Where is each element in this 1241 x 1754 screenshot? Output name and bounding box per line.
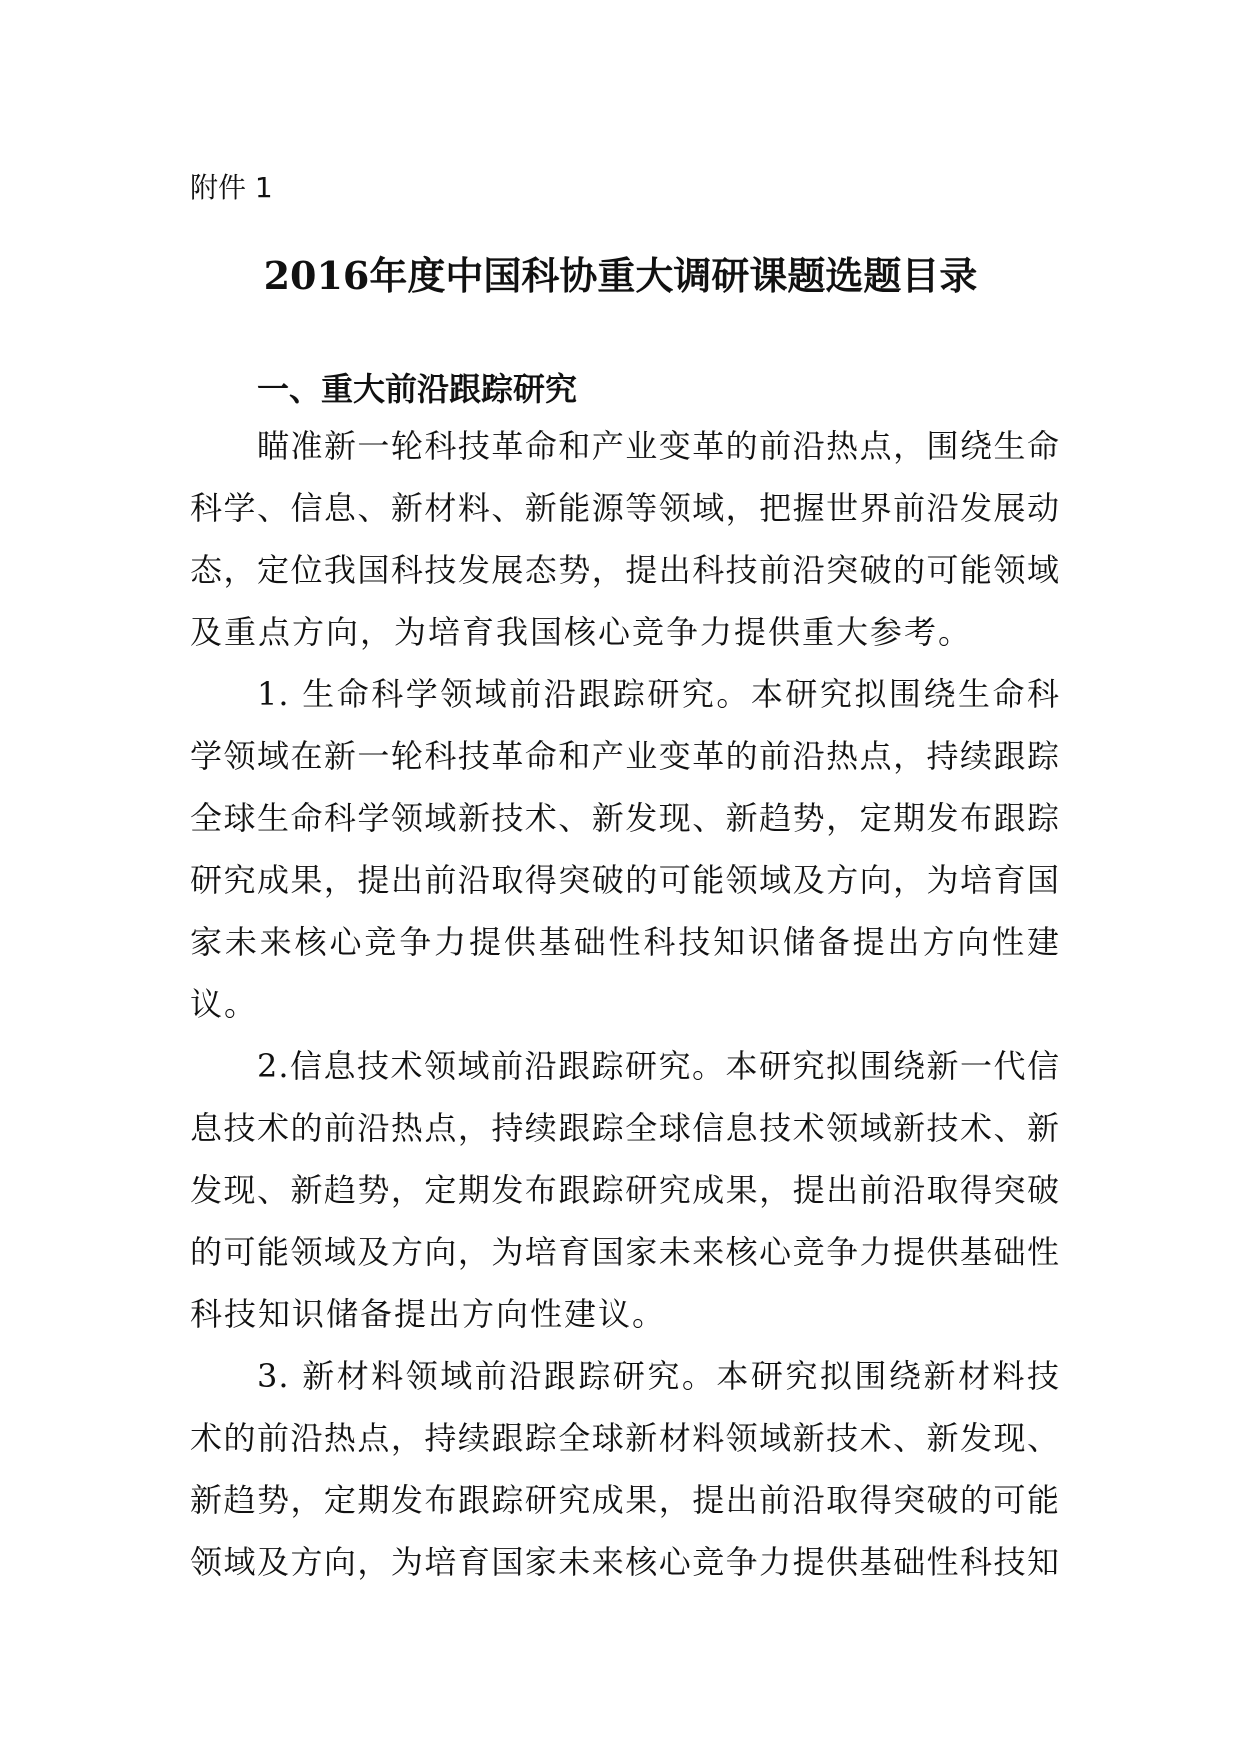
text-line: 学领域在新一轮科技革命和产业变革的前沿热点，持续跟踪 — [190, 737, 1060, 775]
intro-paragraph — [190, 415, 1060, 663]
item-2-paragraph — [190, 1035, 1060, 1345]
text-line: 态，定位我国科技发展态势，提出科技前沿突破的可能领域 — [190, 551, 1060, 589]
text-line: 领域及方向，为培育国家未来核心竞争力提供基础性科技知 — [190, 1543, 1060, 1581]
attachment-label: 附件 1 — [190, 171, 273, 204]
item-3-paragraph — [190, 1345, 1060, 1593]
document-body — [190, 415, 1060, 1593]
text-line: 发现、新趋势，定期发布跟踪研究成果，提出前沿取得突破 — [190, 1171, 1060, 1209]
text-line: 1. 生命科学领域前沿跟踪研究。本研究拟围绕生命科 — [257, 675, 1060, 713]
text-line: 家未来核心竞争力提供基础性科技知识储备提出方向性建 — [190, 923, 1060, 961]
document-title: 2016年度中国科协重大调研课题选题目录 — [263, 253, 978, 298]
section-heading: 一、重大前沿跟踪研究 — [257, 370, 578, 408]
text-line: 的可能领域及方向，为培育国家未来核心竞争力提供基础性 — [190, 1233, 1060, 1271]
text-line: 3. 新材料领域前沿跟踪研究。本研究拟围绕新材料技 — [257, 1357, 1060, 1395]
text-line: 研究成果，提出前沿取得突破的可能领域及方向，为培育国 — [190, 861, 1060, 899]
text-line: 及重点方向，为培育我国核心竞争力提供重大参考。 — [190, 613, 973, 651]
text-line: 全球生命科学领域新技术、新发现、新趋势，定期发布跟踪 — [190, 799, 1060, 837]
item-1-paragraph — [190, 663, 1060, 1035]
text-line: 科技知识储备提出方向性建议。 — [190, 1295, 667, 1333]
text-line: 议。 — [190, 985, 259, 1023]
text-line: 新趋势，定期发布跟踪研究成果，提出前沿取得突破的可能 — [190, 1481, 1060, 1519]
text-line: 科学、信息、新材料、新能源等领域，把握世界前沿发展动 — [190, 489, 1060, 527]
text-line: 2.信息技术领域前沿跟踪研究。本研究拟围绕新一代信 — [257, 1047, 1060, 1085]
text-line: 瞄准新一轮科技革命和产业变革的前沿热点，围绕生命 — [257, 427, 1060, 465]
text-line: 息技术的前沿热点，持续跟踪全球信息技术领域新技术、新 — [190, 1109, 1060, 1147]
text-line: 术的前沿热点，持续跟踪全球新材料领域新技术、新发现、 — [190, 1419, 1060, 1457]
